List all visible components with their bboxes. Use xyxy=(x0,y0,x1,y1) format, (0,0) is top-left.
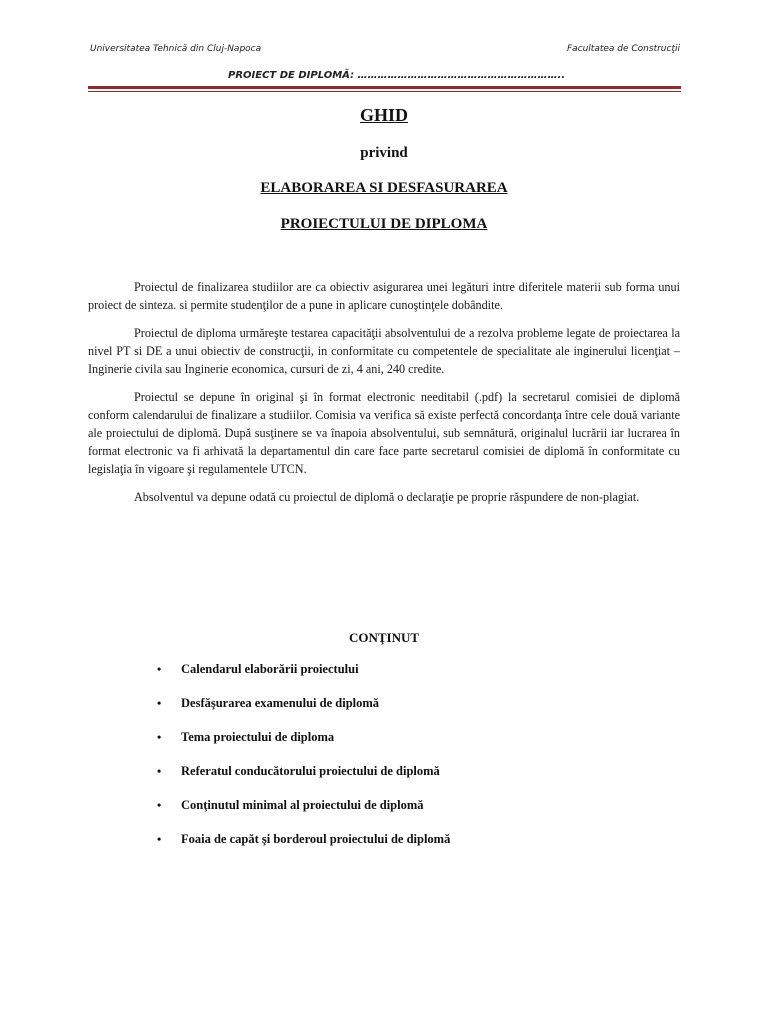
paragraph-declaration: Absolventul va depune odată cu proiectul de diplomă o declaraţie pe proprie răspundere de non-plagiat. xyxy=(134,490,640,504)
page-header xyxy=(90,44,680,58)
doc-title-ghid: GHID xyxy=(359,105,408,125)
university-name: Universitatea Tehnică din Cluj-Napoca xyxy=(90,44,262,54)
bullet-icon: • xyxy=(157,696,162,710)
doc-title-elaborarea: ELABORAREA SI DESFASURAREA xyxy=(260,180,508,196)
list-item-label: Foaia de capăt şi borderoul proiectului de diplomă xyxy=(181,832,451,846)
doc-title-privind: privind xyxy=(360,145,408,161)
list-item-label: Conţinutul minimal al proiectului de diplomă xyxy=(181,798,424,812)
list-item xyxy=(155,662,450,696)
list-item xyxy=(155,798,450,832)
list-item xyxy=(155,764,450,798)
bullet-icon: • xyxy=(157,730,162,744)
list-item-label: Calendarul elaborării proiectului xyxy=(181,662,359,676)
list-item-label: Desfăşurarea examenului de diplomă xyxy=(181,696,380,710)
list-item-label: Referatul conducătorului proiectului de diplomă xyxy=(181,764,440,778)
list-item-label: Tema proiectului de diploma xyxy=(181,730,335,744)
bullet-icon: • xyxy=(157,764,162,778)
contents-title: CONŢINUT xyxy=(348,630,420,645)
bullet-icon: • xyxy=(157,662,162,676)
bullet-icon: • xyxy=(157,798,162,812)
header-rule-thin xyxy=(88,91,681,92)
paragraph-submission: Proiectul se depune în original şi în format electronic needitabil (.pdf) la secretarul comisiei de diplomă conform calendarului de finalizare a studiilor. Comisia va verifica să existe perfectă concordanţa între cele două variante ale proiectului de diplomă. După susţinere se va înapoia absolventului, sub semnătură, originalul lucrării iar lucrarea în format electronic va fi arhivată la departamentul din care face parte secretarul comisiei de diplomă în conformitate cu legislaţia în vigoare şi regulamentele UTCN. xyxy=(88,390,680,476)
list-item xyxy=(155,696,450,730)
paragraph-testing: Proiectul de diploma urmăreşte testarea capacităţii absolventului de a rezolva probleme legate de proiectarea la nivel PT si DE a unui obiectiv de construcţii, in conformitate cu competentele de specialitate ale inginerului licenţiat – Inginerie civila sau Inginerie economica, cursuri de zi, 4 ani, 240 credite. xyxy=(88,326,680,376)
bullet-icon: • xyxy=(157,832,162,846)
list-item xyxy=(155,730,450,764)
list-item xyxy=(155,832,450,866)
body-text xyxy=(88,278,680,516)
doc-title-proiectului: PROIECTULUI DE DIPLOMA xyxy=(280,216,488,232)
faculty-name: Facultatea de Construcţii xyxy=(566,44,680,54)
header-rule-thick xyxy=(88,86,681,89)
paragraph-objective: Proiectul de finalizarea studiilor are ca obiectiv asigurarea unei legături intre diferitele materii sub forma unui proiect de sinteza. si permite studenţilor de a pune in aplicare cunoştinţele dobândite. xyxy=(88,280,680,312)
project-title-line: PROIECT DE DIPLOMĂ: …………………………………………………….. xyxy=(228,70,566,81)
contents-list xyxy=(155,662,450,866)
